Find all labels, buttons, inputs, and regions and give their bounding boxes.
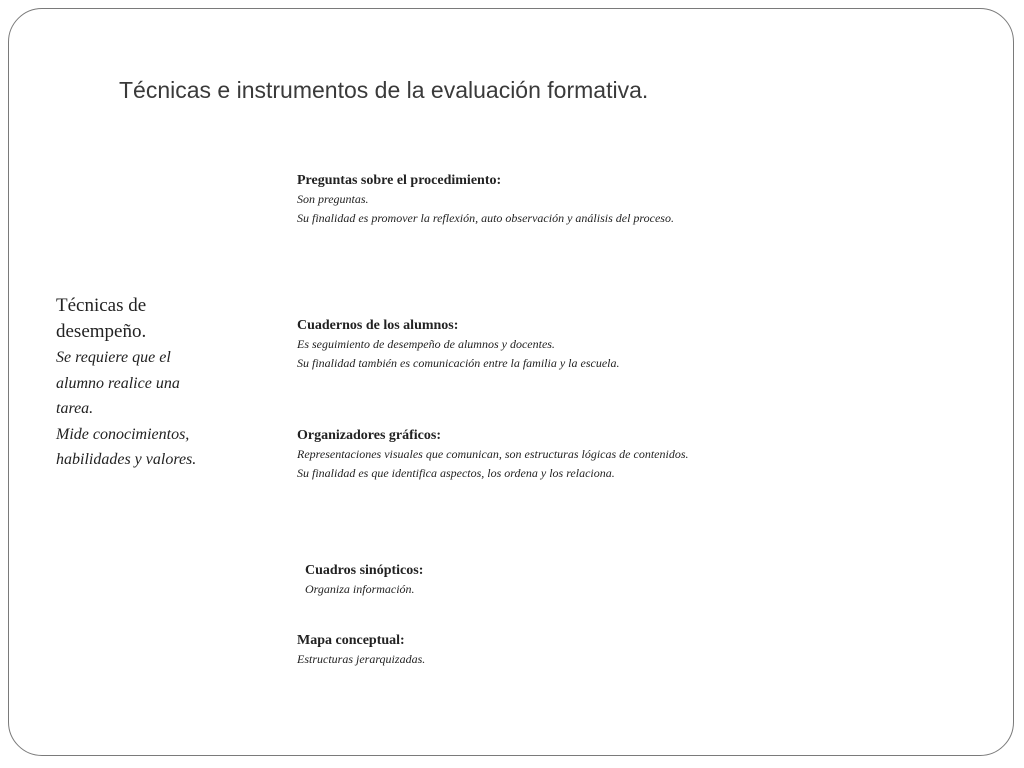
item-graphic-organizers xyxy=(297,427,688,483)
performance-techniques-heading-line2: desempeño. xyxy=(56,321,147,342)
item-title: Cuadros sinópticos: xyxy=(305,563,424,578)
item-title: Organizadores gráficos: xyxy=(297,428,441,443)
performance-techniques-line: tarea. xyxy=(56,400,94,417)
item-concept-map xyxy=(297,632,425,669)
item-title: Mapa conceptual: xyxy=(297,633,405,648)
item-description: Es seguimiento de desempeño de alumnos y docentes. xyxy=(297,337,555,351)
item-description: Son preguntas. xyxy=(297,192,369,206)
item-procedure-questions xyxy=(297,172,674,228)
item-description: Su finalidad es promover la reflexión, auto observación y análisis del proceso. xyxy=(297,211,674,225)
slide-title: Técnicas e instrumentos de la evaluación formativa. xyxy=(119,77,649,103)
item-title: Preguntas sobre el procedimiento: xyxy=(297,173,502,188)
item-title: Cuadernos de los alumnos: xyxy=(297,318,459,333)
item-synoptic-tables xyxy=(305,562,423,599)
item-description: Su finalidad también es comunicación entre la familia y la escuela. xyxy=(297,356,620,370)
slide-frame xyxy=(8,8,1014,756)
performance-techniques-line: alumno realice una xyxy=(56,374,180,392)
performance-techniques-line: habilidades y valores. xyxy=(56,451,197,468)
performance-techniques-line: Se requiere que el xyxy=(56,349,171,366)
item-student-notebooks xyxy=(297,317,620,373)
item-description: Estructuras jerarquizadas. xyxy=(297,652,426,666)
performance-techniques-line: Mide conocimientos, xyxy=(56,425,190,443)
item-description: Organiza información. xyxy=(305,582,415,596)
performance-techniques-block xyxy=(56,293,226,473)
performance-techniques-heading-line1: Técnicas de xyxy=(56,295,147,316)
item-description: Su finalidad es que identifica aspectos, los ordena y los relaciona. xyxy=(297,466,615,480)
item-description: Representaciones visuales que comunican, son estructuras lógicas de contenidos. xyxy=(297,447,689,461)
